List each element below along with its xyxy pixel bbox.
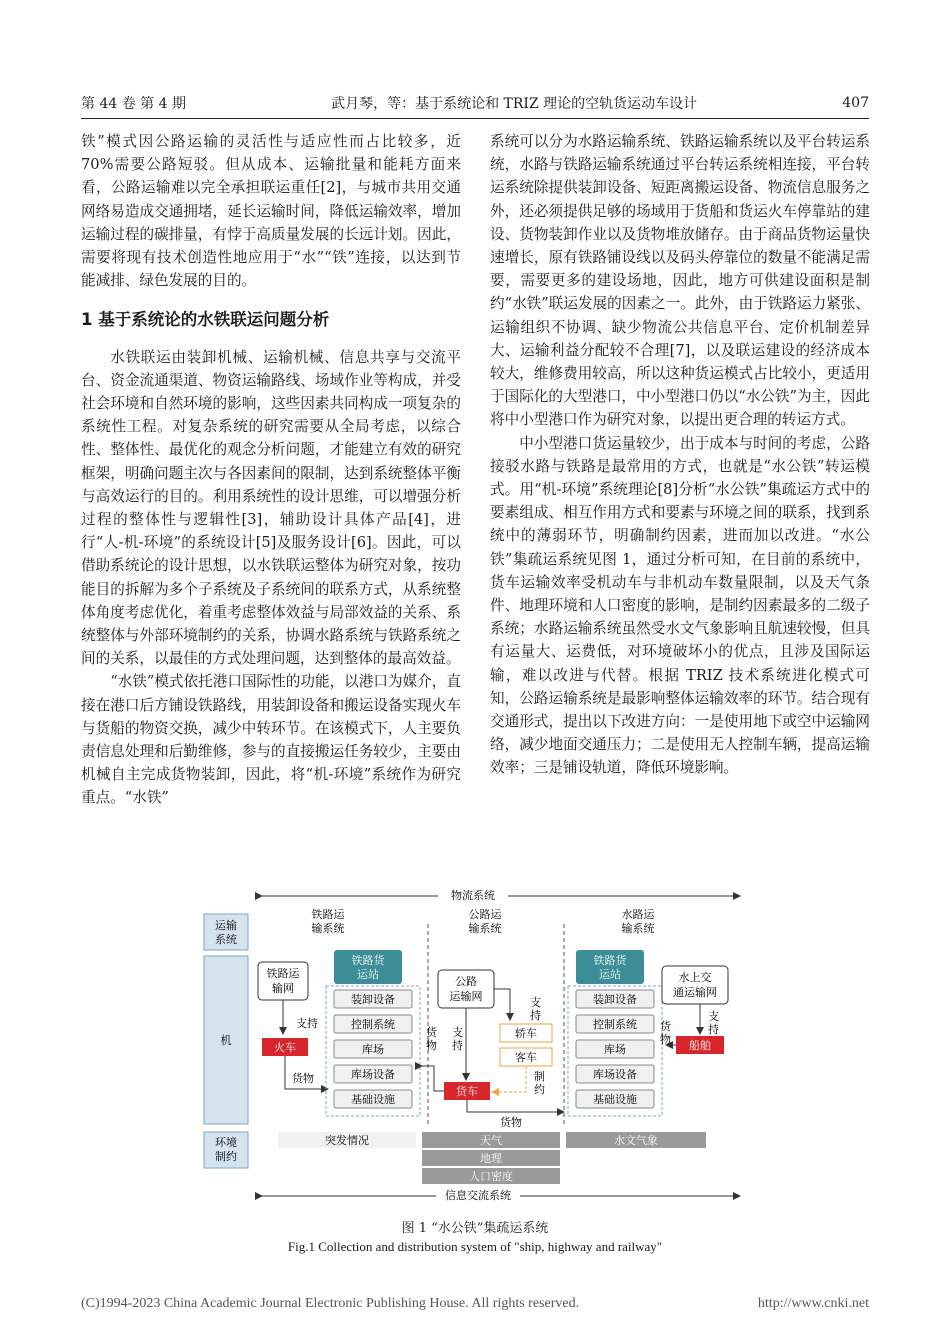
figure-caption [0,1220,950,1256]
left-paragraph-1: 铁”模式因公路运输的灵活性与适应性而占比较多，近 70%需要公路短驳。但从成本、运输批量和能耗方面来看，公路运输难以完全承担联运重任[2]，与城市共用交通网络易造成交通拥堵，延长运输时间，降低运输效率，增加运输过程的碳排量，有悖于高质量发展的长远计划。因此，需要将现有技术创造性地应用于“水”“铁”连接，以达到节能减排、绿色发展的目的。 [81,133,461,290]
right-column [490,130,870,780]
water-cargo-label [660,1019,672,1046]
restrict-arrow [492,1066,526,1092]
road-cargo-bottom-label: 货物 [500,1116,522,1129]
restrict-1: 制 [534,1070,545,1083]
water-net-1: 水上交 [678,971,712,984]
rail-net-2: 输网 [272,982,294,995]
env-weather-label: 天气 [480,1134,502,1147]
water-equipment-list [576,990,654,1108]
road-net-2: 运输网 [449,990,483,1003]
rail-sub-1: 铁路运 [311,908,345,921]
road-support-arrow-right [494,989,510,1020]
water-subsystem-label [622,907,656,935]
restrict-2: 约 [534,1083,545,1096]
road-cargo-left-label [426,1025,438,1052]
left-paragraph-3: “水铁”模式依托港口国际性的功能，以港口为媒介，直接在港口后方铺设铁路线，用装卸设备和搬运设备实现火车与货船的物资交换，减少中转环节。在该模式下，人主要负责信息处理和后勤维修，参与的直接搬运任务较少，主要由机械自主完成货物装卸，因此，将“机-环境”系统作为研究重点。“水铁” [81,673,461,807]
env-sudden-label: 突发情况 [325,1134,369,1147]
water-sup-2: 持 [708,1023,719,1036]
right-paragraph-1: 系统可以分为水路运输系统、铁路运输系统以及平台转运系统，水路与铁路运输系统通过平台转运系统相连接，平台转运系统除提供装卸设备、短距离搬运设备、物流信息服务之外，还必须提供足够的场域用于货船和货运火车停靠站的建设、货物装卸作业以及货物堆放储存。由于商品货物运量快速增长，原有铁路铺设线以及码头停靠位的数量不能满足需要，需要更多的建设场地，因此，地方可供建设面积是制约“水铁”联运发展的因素之一。此外，由于铁路运力紧张、运输组织不协调、缺少物流公共信息平台、定价机制差异大、运输利益分配较不合理[7]，以及联运建设的经济成本较大，维修费用较高，所以这种货运模式占比较小，更适用于国际化的大型港口，中小型港口仍以“水公铁”为主，因此将中小型港口作为研究对象，以提出更合理的转运方式。 [490,133,870,429]
ship-label: 船舶 [689,1039,711,1052]
water-support-label [708,1009,719,1036]
road-net-1: 公路 [455,975,477,988]
transport-line2: 系统 [215,933,237,946]
page-number: 407 [842,95,869,111]
rail-equipment-list [334,990,412,1108]
bus-label: 客车 [515,1051,537,1064]
env-line1: 环境 [215,1136,237,1149]
cnki-url: http://www.cnki.net [757,1296,869,1311]
truck-label: 货车 [456,1085,478,1098]
train-label: 火车 [274,1041,296,1054]
restrict-label [534,1069,545,1096]
rail-cargo-label: 货物 [292,1072,314,1085]
running-header [81,92,869,114]
station-line2: 运站 [357,968,379,981]
water-sub-1: 水路运 [621,908,655,921]
row-label-machine-text: 机 [220,1034,232,1047]
header-rule [81,118,869,119]
road-support-right-label [530,995,541,1022]
road-sub-1: 公路运 [468,908,502,921]
rail-sub-2: 输系统 [311,922,345,935]
road-sup-r2: 持 [530,1009,541,1022]
station-line1: 铁路货 [351,954,385,967]
water-cargo-1: 货 [660,1020,671,1033]
road-sup-l1: 支 [452,1026,463,1039]
water-eq-5-label: 基础设施 [593,1093,637,1106]
water-eq-2-label: 控制系统 [593,1018,637,1031]
truck-cargo-left-arrow [422,1066,444,1091]
copyright-footer [81,1296,869,1312]
water-sup-1: 支 [708,1010,719,1023]
road-cargo-l1: 货 [426,1026,437,1039]
water-eq-4-label: 库场设备 [593,1068,637,1081]
truck-cargo-right-arrow [467,1100,564,1112]
wstation-line2: 运站 [599,968,621,981]
road-sup-l2: 持 [452,1039,463,1052]
rail-eq-3-label: 库场 [362,1043,384,1056]
caption-cn: 图 1 “水公铁”集疏运系统 [401,1221,549,1236]
env-hydro-label: 水文气象 [614,1134,658,1147]
water-sub-2: 输系统 [621,922,655,935]
road-sub-2: 输系统 [468,922,502,935]
water-net-2: 通运输网 [673,986,717,999]
water-eq-3-label: 库场 [604,1043,626,1056]
env-pop-label: 人口密度 [469,1170,513,1183]
road-sup-r1: 支 [530,996,541,1009]
system-diagram [200,884,750,1214]
left-paragraph-2: 水铁联运由装卸机械、运输机械、信息共享与交流平台、资金流通渠道、物资运输路线、场域作业等构成，并受社会环境和自然环境的影响，这些因素共同构成一项复杂的系统性工程。对复杂系统的研究需要从全局考虑，以综合性、整体性、最优化的观念分析问题，才能建立有效的研究框架，明确问题主次与各因素间的限制，达到系统整体平衡与高效运行的目的。利用系统性的设计思维，可以增强分析过程的整体性与逻辑性[3]，辅助设计具体产品[4]，进行“人-机-环境”的系统设计[5]及服务设计[6]。因此，可以借助系统论的设计思想，以水铁联运整体为研究对象，按功能目的拆解为多个子系统及子系统间的联系方式，从系统整体角度考虑优化，着重考虑整体效益与局部效益的关系、系统整体与外部环境制约的关系，协调水路系统与铁路系统之间的关系，以最佳的方式处理问题，达到整体的最高效益。 [81,348,461,668]
road-support-left-label [452,1025,463,1052]
rail-eq-4-label: 库场设备 [351,1068,395,1081]
rail-support-label: 支持 [296,1017,318,1030]
rail-eq-1-label: 装卸设备 [351,993,395,1006]
logistics-label: 物流系统 [451,889,495,902]
rail-subsystem-label [312,907,346,935]
info-label: 信息交流系统 [445,1189,511,1202]
water-eq-1-label: 装卸设备 [593,993,637,1006]
left-column [81,130,461,810]
rail-net-1: 铁路运 [266,967,300,980]
env-geo-label: 地理 [480,1152,502,1165]
running-title: 武月琴，等：基于系统论和 TRIZ 理论的空轨货运动车设计 [331,96,698,112]
rail-eq-2-label: 控制系统 [351,1018,395,1031]
transport-line1: 运输 [215,919,237,932]
diagram-svg [200,884,750,1214]
env-line2: 制约 [215,1150,237,1163]
rail-eq-5-label: 基础设施 [351,1093,395,1106]
water-cargo-2: 物 [660,1033,671,1046]
road-cargo-l2: 物 [426,1039,437,1052]
car-label: 轿车 [515,1027,537,1040]
road-subsystem-label [469,908,503,935]
section-heading: 1 基于系统论的水铁联运问题分析 [81,310,330,330]
journal-issue: 第 44 卷 第 4 期 [81,96,186,112]
caption-en: Fig.1 Collection and distribution system of "ship, highway and railway" [287,1239,663,1254]
right-paragraph-2: 中小型港口货运量较少，出于成本与时间的考虑，公路接驳水路与铁路是最常用的方式，也就是“水公铁”转运模式。用“机-环境”系统理论[8]分析“水公铁”集疏运方式中的要素组成、相互作用方式和要素与环境之间的联系，找到系统中的薄弱环节，明确制约因素，进而加以改进。“水公铁”集疏运系统见图 1，通过分析可知，在目前的系统中，货车运输效率受机动车与非机动车数量限制，以及天气条件、地理环境和人口密度的影响，是制约因素最多的二级子系统；水路运输系统虽然受水文气象影响且航速较慢，但具有运量大、运费低，对环境破坏小的优点，且涉及国际运输，难以改进与代替。根据 TRIZ 技术系统进化模式可知，公路运输系统是最影响整体运输效率的环节。结合现有交通形式，提出以下改进方向：一是使用地下或空中运输网络，减少地面交通压力；二是使用无人控制车辆，提高运输效率；三是铺设轨道，降低环境影响。 [490,434,870,777]
copyright-text: (C)1994-2023 China Academic Journal Electronic Publishing House. All rights reserved. [81,1296,580,1311]
wstation-line1: 铁路货 [593,954,627,967]
